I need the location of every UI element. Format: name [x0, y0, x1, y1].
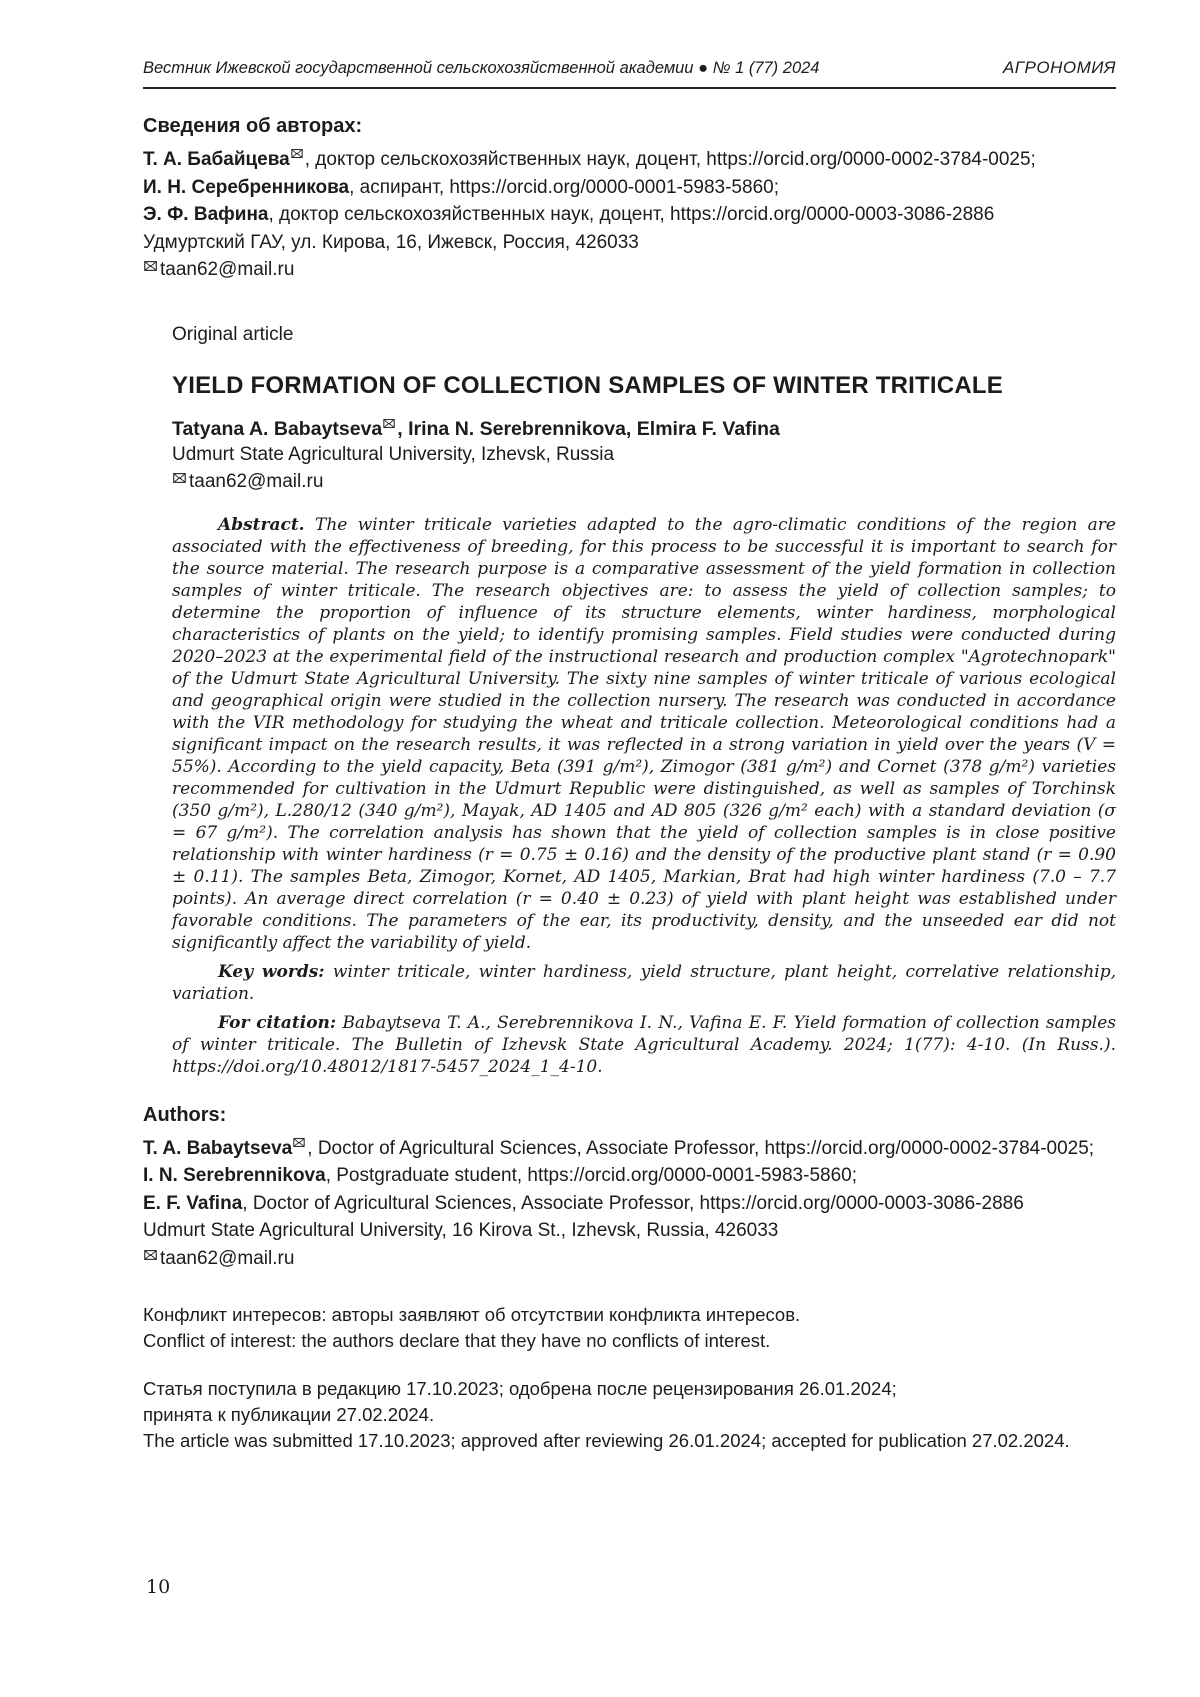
citation-label: For citation:: [218, 1012, 337, 1033]
article-authors-line: [172, 418, 1116, 441]
article-affiliation: Udmurt State Agricultural University, Izhevsk, Russia: [172, 443, 615, 465]
keywords-text: winter triticale, winter hardiness, yield structure, plant height, correlative relationship, variation.: [172, 961, 1117, 1004]
citation-paragraph: [172, 1012, 1116, 1078]
email-text: taan62@mail.ru: [160, 1247, 295, 1269]
affiliation-ru: Удмуртский ГАУ, ул. Кирова, 16, Ижевск, Россия, 426033: [143, 231, 639, 253]
received-ru-line1: Статья поступила в редакцию 17.10.2023; одобрена после рецензирования 26.01.2024;: [143, 1378, 897, 1399]
mail-icon: [293, 1138, 305, 1147]
mail-icon: [383, 419, 395, 428]
submission-dates-block: [143, 1376, 1116, 1454]
authors-en-heading: Authors:: [143, 1103, 227, 1126]
mail-icon: [144, 261, 157, 271]
conflict-en: Conflict of interest: the authors declare that they have no conflicts of interest.: [143, 1330, 771, 1351]
mail-icon: [291, 149, 303, 158]
running-head: [143, 58, 1116, 78]
keywords-paragraph: [172, 961, 1116, 1005]
page-content: [143, 58, 1116, 1454]
author-rest: , Irina N. Serebrennikova, Elmira F. Vafina: [397, 417, 780, 440]
author-details: , Doctor of Agricultural Sciences, Associate Professor, https://orcid.org/0000-0003-3086-2886: [242, 1192, 1024, 1214]
email-text: taan62@mail.ru: [189, 471, 324, 492]
mail-icon: [144, 1250, 157, 1260]
abstract-label: Abstract.: [218, 514, 305, 535]
page-number: 10: [146, 1576, 171, 1598]
journal-title-line: Вестник Ижевской государственной сельскохозяйственной академии ● № 1 (77) 2024: [143, 59, 820, 77]
affiliation-en: Udmurt State Agricultural University, 16 Kirova St., Izhevsk, Russia, 426033: [143, 1220, 779, 1241]
author-name: Э. Ф. Вафина: [143, 204, 269, 225]
article-block: [172, 324, 1116, 1078]
author-details: , доктор сельскохозяйственных наук, доцент, https://orcid.org/0000-0002-3784-0025;: [304, 149, 1036, 170]
email-line-en: [143, 1245, 1116, 1273]
authors-ru-block: [143, 146, 1116, 284]
author-en-entry: [143, 1190, 1116, 1218]
author-name: Т. А. Бабайцева: [143, 149, 290, 170]
author-name: E. F. Vafina: [143, 1192, 243, 1214]
email-line-article: [172, 468, 1116, 496]
email-line-ru: [143, 256, 1116, 284]
conflict-ru: Конфликт интересов: авторы заявляют об отсутствии конфликта интересов.: [143, 1304, 801, 1325]
author-details: , аспирант, https://orcid.org/0000-0001-5983-5860;: [349, 176, 779, 198]
email-text: taan62@mail.ru: [160, 259, 295, 280]
author-ru-entry: [143, 201, 1116, 229]
author-en-entry: [143, 1162, 1116, 1190]
authors-ru-heading: Сведения об авторах:: [143, 115, 363, 137]
author-name: I. N. Serebrennikova: [143, 1165, 326, 1186]
conflict-of-interest-block: [143, 1302, 1116, 1354]
header-rule: [143, 87, 1116, 89]
author-details: , Postgraduate student, https://orcid.org/0000-0001-5983-5860;: [325, 1165, 857, 1186]
received-ru-line2: принята к публикации 27.02.2024.: [143, 1404, 435, 1425]
author-ru-entry: [143, 146, 1116, 174]
mail-icon: [173, 473, 186, 483]
author-name: Tatyana A. Babaytseva: [172, 417, 383, 440]
article-type-label: Original article: [172, 323, 294, 345]
author-name: T. A. Babaytseva: [143, 1137, 293, 1159]
abstract-text: The winter triticale varieties adapted to the agro-climatic conditions of the region are associated with the effectiveness of breeding, for this process to be successful it is important to search for the source material. The research purpose is a comparative assessment of the yield formation in collection samples of winter triticale. The research objectives are: to assess the yield of collection samples; to determine the proportion of influence of its structure elements, winter hardiness, morphological characteristics of plants on the yield; to identify promising samples. Field studies were conducted during 2020–2023 at the experimental field of the instructional research and production complex "Agrotechnopark" of the Udmurt State Agricultural University. The sixty nine samples of winter triticale of various ecological and geographical origin were studied in the collection nursery. The research was conducted in accordance with the VIR methodology for studying the wheat and triticale collection. Meteorological conditions had a significant impact on the research results, it was reflected in a strong variation in yield over the years (V = 55%). According to the yield capacity, Beta (391 g/m²), Zimogor (381 g/m²) and Cornet (378 g/m²) varieties recommended for cultivation in the Udmurt Republic were distinguished, as well as samples of Torchinsk (350 g/m²), L.280/12 (340 g/m²), Mayak, AD 1405 and AD 805 (326 g/m² each) with a standard deviation (σ = 67 g/m²). The correlation analysis has shown that the yield of collection samples is in close positive relationship with winter hardiness (r = 0.75 ± 0.16) and the density of the productive plant stand (r = 0.90 ± 0.11). The samples Beta, Zimogor, Kornet, AD 1405, Markian, Brat had high winter hardiness (7.0 – 7.7 points). An average direct correlation (r = 0.40 ± 0.23) of yield with plant height was established under favorable conditions. The parameters of the ear, its productivity, density, and the unseeded ear did not significantly affect the variability of yield.: [172, 514, 1116, 953]
authors-en-block: [143, 1135, 1116, 1273]
author-details: , доктор сельскохозяйственных наук, доцент, https://orcid.org/0000-0003-3086-2886: [268, 204, 995, 225]
section-label: АГРОНОМИЯ: [1002, 58, 1116, 77]
abstract-paragraph: [172, 514, 1116, 954]
received-en: The article was submitted 17.10.2023; approved after reviewing 26.01.2024; accepted for publication 27.02.2024.: [143, 1430, 1070, 1451]
keywords-label: Key words:: [218, 961, 325, 982]
author-ru-entry: [143, 174, 1116, 202]
article-title: YIELD FORMATION OF COLLECTION SAMPLES OF WINTER TRITICALE: [172, 371, 1003, 399]
author-name: И. Н. Серебренникова: [143, 176, 350, 198]
author-en-entry: [143, 1135, 1116, 1163]
citation-text: Babaytseva T. A., Serebrennikova I. N., Vafina E. F. Yield formation of collection samples of winter triticale. The Bulletin of Izhevsk State Agricultural Academy. 2024; 1(77): 4-10. (In Russ.). https://doi.org/10.48012/1817-5457_2024_1_4-10.: [172, 1012, 1116, 1077]
author-details: , Doctor of Agricultural Sciences, Associate Professor, https://orcid.org/0000-0002-3784-0025;: [307, 1137, 1095, 1159]
